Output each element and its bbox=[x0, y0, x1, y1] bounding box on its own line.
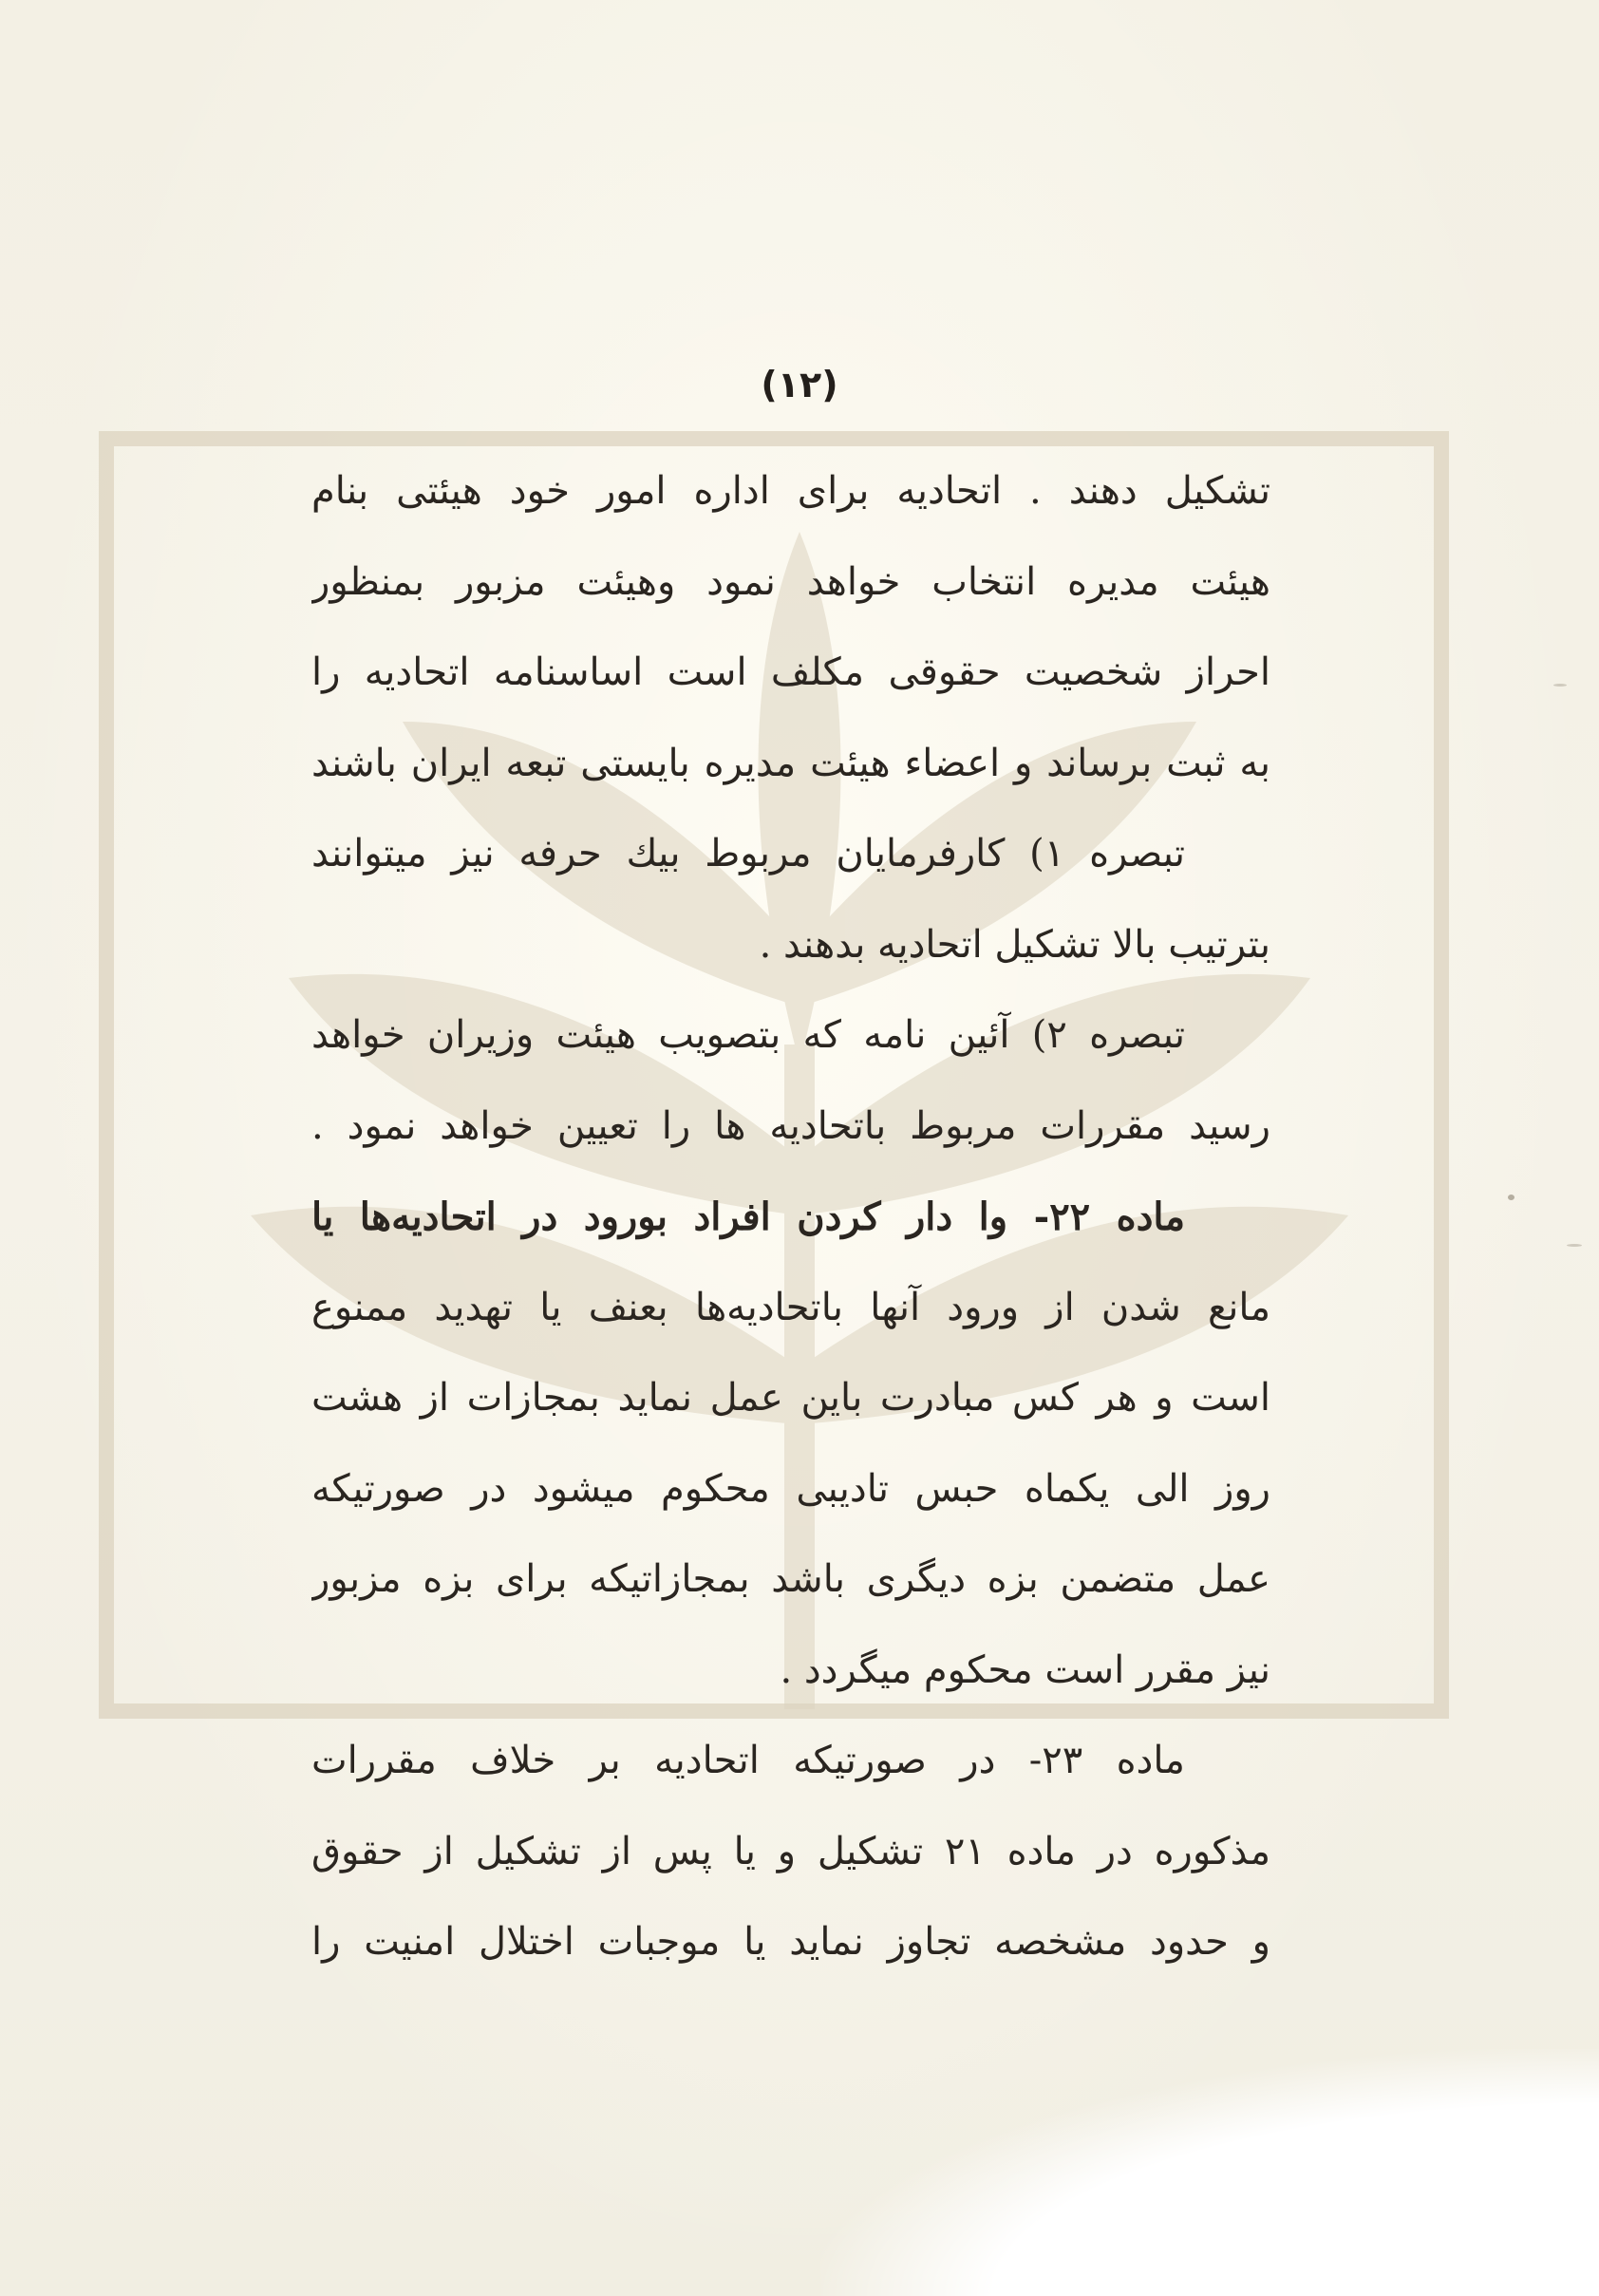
paper-speck bbox=[1567, 1244, 1582, 1247]
text-line: به ثبت برساند و اعضاء هیئت مدیره بایستی تبعه ایران باشند bbox=[311, 741, 1270, 785]
text-line: بترتیب بالا تشکیل اتحادیه بدهند . bbox=[759, 922, 1270, 967]
paper-speck bbox=[1553, 684, 1567, 687]
page-number: (۱۲) bbox=[761, 364, 838, 405]
text-line: روز الی یکماه حبس تادیبی محکوم میشود در صورتیکه bbox=[311, 1466, 1270, 1511]
page-corner-fade bbox=[820, 2049, 1599, 2296]
text-line: هیئت مدیره انتخاب خواهد نمود وهیئت مزبور بمنظور bbox=[311, 559, 1270, 604]
note-2-line: تبصره ۲) آئین نامه که بتصویب هیئت وزیران خواهد bbox=[311, 1013, 1185, 1057]
text-line: رسید مقررات مربوط باتحادیه ها را تعیین خواهد نمود . bbox=[311, 1103, 1270, 1148]
article-23-heading-line: ماده ۲۳- در صورتیکه اتحادیه بر خلاف مقررات bbox=[311, 1739, 1185, 1782]
text-line: مانع شدن از ورود آنها باتحادیه‌ها بعنف یا تهدید ممنوع bbox=[311, 1285, 1270, 1329]
text-line: تشکیل دهند . اتحادیه برای اداره امور خود هیئتی بنام bbox=[311, 469, 1270, 513]
text-line: نیز مقرر است محکوم میگردد . bbox=[780, 1647, 1270, 1692]
text-line: است و هر کس مبادرت باین عمل نماید بمجازات از هشت bbox=[311, 1376, 1270, 1420]
paper-speck bbox=[1508, 1195, 1514, 1200]
body-text bbox=[311, 446, 1270, 1988]
text-line: عمل متضمن بزه دیگری باشد بمجازاتیکه برای بزه مزبور bbox=[311, 1557, 1270, 1601]
text-line: و حدود مشخصه تجاوز نماید یا موجبات اختلال امنیت را bbox=[311, 1920, 1270, 1964]
text-line: مذکوره در ماده ۲۱ تشکیل و یا پس از تشکیل از حقوق bbox=[311, 1829, 1270, 1873]
text-line: احراز شخصیت حقوقی مکلف است اساسنامه اتحادیه را bbox=[311, 650, 1270, 694]
note-1-line: تبصره ۱) کارفرمایان مربوط بیك حرفه نیز میتوانند bbox=[311, 832, 1185, 875]
article-22-heading-line: ماده ۲۲- وا دار کردن افراد بورود در اتحادیه‌ها یا bbox=[311, 1195, 1186, 1239]
